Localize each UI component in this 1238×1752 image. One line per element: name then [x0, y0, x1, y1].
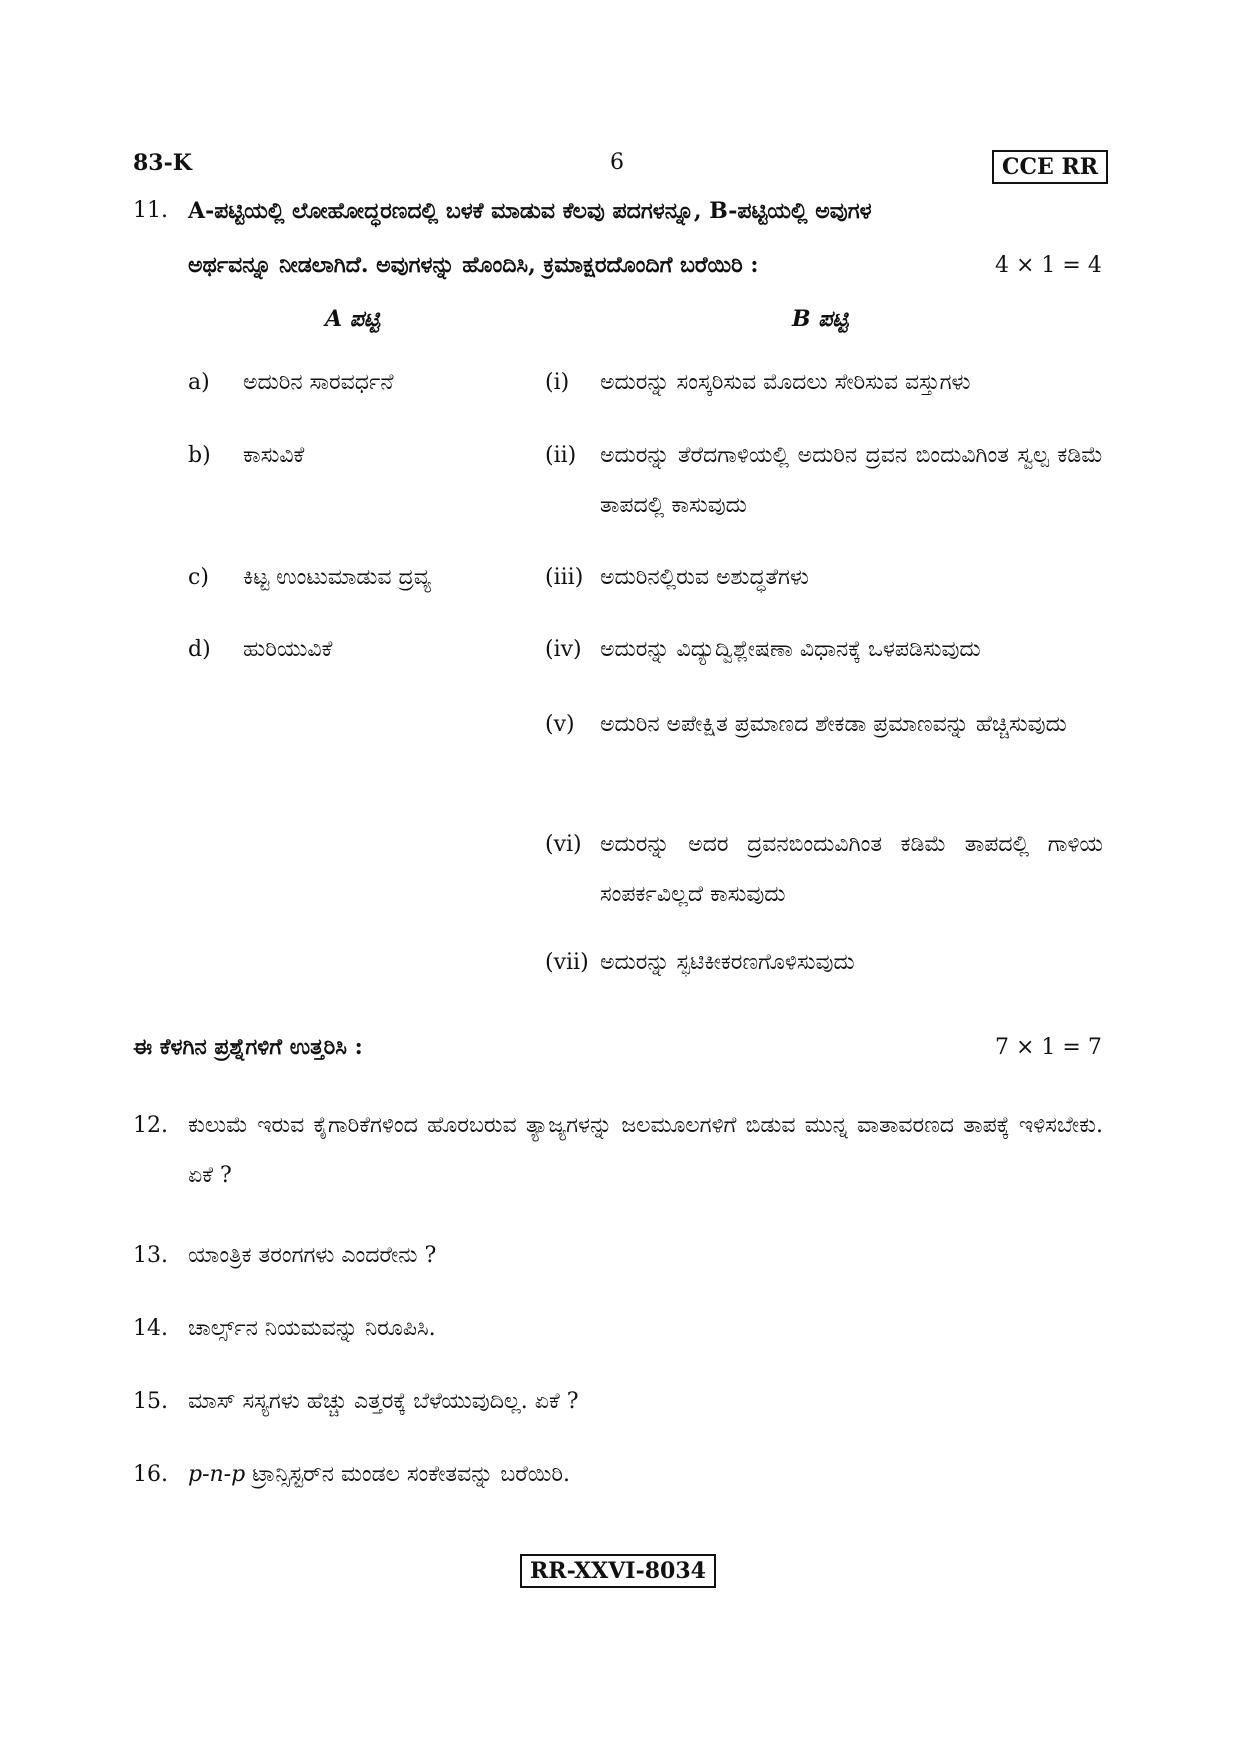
col-a-item: ಕಾಸುವಿಕೆ: [243, 443, 305, 468]
q11-marks: 4 × 1 = 4: [995, 253, 1102, 278]
col-b-label: (i): [545, 370, 570, 395]
section-marks: 7 × 1 = 7: [995, 1035, 1102, 1060]
col-b-label: (iv): [545, 637, 582, 662]
question-number: 12.: [133, 1113, 168, 1138]
col-a-item: ಅದುರಿನ ಸಾರವರ್ಧನೆ: [243, 370, 394, 395]
col-b-item: ಅದುರಿನಲ್ಲಿರುವ ಅಶುದ್ಧತೆಗಳು: [600, 565, 809, 590]
section-instruction: ಈ ಕೆಳಗಿನ ಪ್ರಶ್ನೆಗಳಿಗೆ ಉತ್ತರಿಸಿ :: [133, 1034, 363, 1060]
question-number: 13.: [133, 1243, 168, 1268]
question-text-rest: ಟ್ರಾನ್ಸಿಸ್ಟರ್‌ನ ಮಂಡಲ ಸಂಕೇತವನ್ನು ಬರೆಯಿರಿ.: [245, 1462, 571, 1487]
question-number: 16.: [133, 1462, 168, 1487]
question-number: 14.: [133, 1316, 168, 1341]
col-b-item: ಅದುರನ್ನು ಅದರ ದ್ರವನಬಿಂದುವಿಗಿಂತ ಕಡಿಮೆ ತಾಪದಲ್ಲಿ ಗಾಳಿಯ ಸಂಪರ್ಕವಿಲ್ಲದೆ ಕಾಸುವುದು: [600, 832, 1103, 907]
q11-text-line2: ಅರ್ಥವನ್ನೂ ನೀಡಲಾಗಿದೆ. ಅವುಗಳನ್ನು ಹೊಂದಿಸಿ, ಕ್ರಮಾಕ್ಷರದೊಂದಿಗೆ ಬರೆಯಿರಿ :: [188, 252, 759, 278]
col-a-item: ಕಿಟ್ಟ ಉಂಟುಮಾಡುವ ದ್ರವ್ಯ: [243, 565, 431, 590]
footer-code-box: RR-XXVI-8034: [520, 1554, 716, 1588]
col-b-label: (iii): [545, 565, 584, 590]
col-b-item: ಅದುರನ್ನು ವಿದ್ಯುದ್ವಿಶ್ಲೇಷಣಾ ವಿಧಾನಕ್ಕೆ ಒಳಪಡಿಸುವುದು: [600, 637, 981, 662]
col-a-heading: A ಪಟ್ಟಿ: [325, 306, 380, 332]
col-b-item: ಅದುರನ್ನು ತೆರೆದಗಾಳಿಯಲ್ಲಿ ಅದುರಿನ ದ್ರವನ ಬಿಂದುವಿಗಿಂತ ಸ್ವಲ್ಪ ಕಡಿಮೆ ತಾಪದಲ್ಲಿ ಕಾಸುವುದು: [600, 443, 1103, 518]
question-text: ಯಾಂತ್ರಿಕ ತರಂಗಗಳು ಎಂದರೇನು ?: [188, 1243, 437, 1268]
question-text: ಮಾಸ್ ಸಸ್ಯಗಳು ಹೆಚ್ಚು ಎತ್ತರಕ್ಕೆ ಬೆಳೆಯುವುದಿಲ್ಲ. ಏಕೆ ?: [188, 1389, 579, 1414]
col-a-label: a): [188, 370, 210, 395]
page-number: 6: [610, 150, 624, 175]
col-b-item: ಅದುರನ್ನು ಸಂಸ್ಕರಿಸುವ ಮೊದಲು ಸೇರಿಸುವ ವಸ್ತುಗಳು: [600, 370, 971, 395]
question-number: 15.: [133, 1389, 168, 1414]
col-a-item: ಹುರಿಯುವಿಕೆ: [243, 637, 333, 662]
q11-number: 11.: [133, 198, 168, 223]
series-box: CCE RR: [992, 150, 1108, 184]
col-a-label: c): [188, 565, 209, 590]
col-b-item: ಅದುರಿನ ಅಪೇಕ್ಷಿತ ಪ್ರಮಾಣದ ಶೇಕಡಾ ಪ್ರಮಾಣವನ್ನು ಹೆಚ್ಚಿಸುವುದು: [600, 712, 1067, 737]
paper-code: 83-K: [133, 150, 192, 176]
col-b-label: (vi): [545, 832, 582, 857]
question-text: ಕುಲುಮೆ ಇರುವ ಕೈಗಾರಿಕೆಗಳಿಂದ ಹೊರಬರುವ ತ್ಯಾಜ್ಯಗಳನ್ನು ಜಲಮೂಲಗಳಿಗೆ ಬಿಡುವ ಮುನ್ನ ವಾತಾವರಣದ ತಾಪಕ್ಕೆ ಇಳಿಸಬೇಕು. ಏಕೆ ?: [188, 1113, 1103, 1188]
pnp-prefix: p-n-p: [188, 1462, 246, 1487]
col-b-label: (ii): [545, 443, 577, 468]
col-b-heading: B ಪಟ್ಟಿ: [792, 306, 849, 332]
question-text: [188, 1450, 570, 1500]
col-a-label: d): [188, 637, 211, 662]
col-b-label: (v): [545, 712, 575, 737]
col-a-label: b): [188, 443, 211, 468]
question-text: ಚಾರ್ಲ್ಸ್‌ನ ನಿಯಮವನ್ನು ನಿರೂಪಿಸಿ.: [188, 1316, 436, 1341]
col-b-item: ಅದುರನ್ನು ಸ್ಫಟಿಕೀಕರಣಗೊಳಿಸುವುದು: [600, 950, 855, 975]
q11-text-line1: A-ಪಟ್ಟಿಯಲ್ಲಿ ಲೋಹೋದ್ಧರಣದಲ್ಲಿ ಬಳಕೆ ಮಾಡುವ ಕೆಲವು ಪದಗಳನ್ನೂ, B-ಪಟ್ಟಿಯಲ್ಲಿ ಅವುಗಳ: [188, 198, 872, 224]
col-b-label: (vii): [545, 950, 589, 975]
